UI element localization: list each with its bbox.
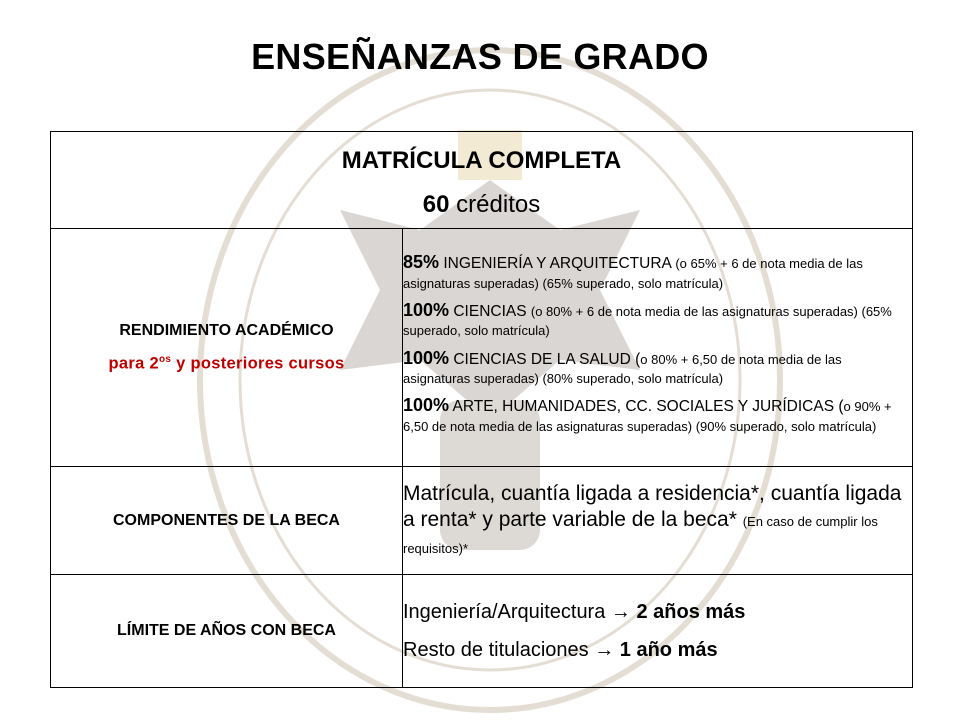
components-main-text: Matrícula, cuantía ligada a residencia*, cuantía ligada a renta* y parte variable de la beca* bbox=[403, 482, 902, 532]
performance-item-engineering bbox=[403, 252, 912, 293]
academic-performance-sublabel bbox=[51, 354, 402, 374]
performance-item-health-sciences bbox=[403, 348, 912, 389]
grant-components-label: COMPONENTES DE LA BECA bbox=[113, 511, 340, 529]
item-detail: o 90% + 6,50 de nota media de las asignaturas superadas) (90% superado, solo matrícula) bbox=[403, 399, 892, 434]
sublabel-suffix: y posteriores cursos bbox=[171, 354, 345, 373]
item-percentage: 100% bbox=[403, 299, 450, 320]
item-detail: o 80% + 6,50 de nota media de las asignaturas superadas) (80% superado, solo matrícula) bbox=[403, 351, 842, 387]
credits-line bbox=[51, 191, 912, 219]
limit-line2-text: Resto de titulaciones → bbox=[403, 639, 620, 661]
grant-components-text bbox=[403, 481, 912, 560]
item-area: CIENCIAS bbox=[449, 302, 531, 320]
components-note: (En caso de cumplir los requisitos)* bbox=[403, 514, 878, 556]
sublabel-superscript: os bbox=[158, 353, 172, 365]
item-percentage: 100% bbox=[403, 347, 450, 368]
item-percentage: 85% bbox=[403, 251, 440, 272]
item-area: INGENIERÍA Y ARQUITECTURA bbox=[439, 254, 676, 272]
item-area: CIENCIAS DE LA SALUD ( bbox=[449, 350, 641, 368]
performance-item-arts-humanities bbox=[403, 395, 912, 436]
item-detail: (o 80% + 6 de nota media de las asignaturas superadas) (65% superado, solo matrícula) bbox=[403, 303, 892, 339]
limit-line1-value: 2 años más bbox=[636, 601, 746, 623]
item-detail: (o 65% + 6 de nota media de las asignaturas superadas) (65% superado, solo matrícula) bbox=[403, 255, 863, 291]
grant-requirements-table bbox=[50, 131, 913, 688]
enrollment-header-cell bbox=[51, 132, 913, 229]
years-limit-line-others bbox=[403, 631, 912, 669]
limit-line2-value: 1 año más bbox=[619, 639, 718, 661]
academic-performance-label-cell bbox=[51, 229, 403, 467]
years-limit-label: LÍMITE DE AÑOS CON BECA bbox=[117, 622, 336, 639]
item-area: ARTE, HUMANIDADES, CC. SOCIALES Y JURÍDICAS ( bbox=[449, 398, 844, 416]
academic-performance-label: RENDIMIENTO ACADÉMICO bbox=[119, 321, 334, 339]
grant-components-detail-cell bbox=[403, 467, 913, 575]
years-limit-label-cell bbox=[51, 575, 403, 688]
years-limit-detail-cell bbox=[403, 575, 913, 688]
sublabel-prefix: para 2 bbox=[108, 354, 159, 373]
grant-components-label-cell bbox=[51, 467, 403, 575]
years-limit-line-engineering bbox=[403, 593, 912, 631]
academic-performance-detail-cell bbox=[403, 229, 913, 467]
credits-number: 60 bbox=[422, 191, 450, 218]
page-title: ENSEÑANZAS DE GRADO bbox=[251, 36, 709, 77]
credits-word: créditos bbox=[456, 191, 541, 218]
performance-item-sciences bbox=[403, 300, 912, 341]
limit-line1-text: Ingeniería/Arquitectura → bbox=[403, 601, 637, 623]
item-percentage: 100% bbox=[403, 395, 450, 416]
enrollment-header: MATRÍCULA COMPLETA bbox=[341, 147, 622, 174]
